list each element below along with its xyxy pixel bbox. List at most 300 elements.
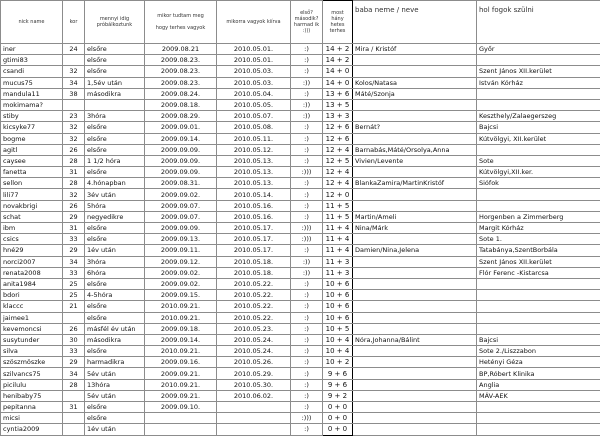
cell-elso[interactable]: :): [291, 301, 323, 312]
cell-hol[interactable]: Sote 2./Liszzabon: [477, 346, 600, 357]
cell-baba[interactable]: [353, 368, 477, 379]
cell-mennyi[interactable]: elsőre: [85, 278, 145, 289]
cell-elso[interactable]: :): [291, 133, 323, 144]
cell-elso[interactable]: :): [291, 144, 323, 155]
cell-nick[interactable]: stiby: [1, 111, 63, 122]
cell-hany[interactable]: 11 + 4: [323, 245, 353, 256]
cell-nick[interactable]: renata2008: [1, 267, 63, 278]
cell-mennyi[interactable]: elsőre: [85, 44, 145, 55]
cell-baba[interactable]: [353, 323, 477, 334]
cell-hol[interactable]: [477, 413, 600, 424]
cell-hany[interactable]: 12 + 5: [323, 155, 353, 166]
cell-elso[interactable]: :))): [291, 223, 323, 234]
cell-kor[interactable]: [63, 424, 85, 435]
cell-hol[interactable]: [477, 312, 600, 323]
cell-mennyi[interactable]: 1év után: [85, 245, 145, 256]
cell-hol[interactable]: Sote: [477, 155, 600, 166]
cell-kor[interactable]: 25: [63, 290, 85, 301]
cell-nick[interactable]: gtimi83: [1, 55, 63, 66]
cell-mikor[interactable]: 2009.08.31.: [145, 178, 217, 189]
cell-kor[interactable]: 33: [63, 234, 85, 245]
cell-kor[interactable]: [63, 413, 85, 424]
cell-nick[interactable]: klaccc: [1, 301, 63, 312]
cell-baba[interactable]: [353, 55, 477, 66]
cell-kiirva[interactable]: 2010.06.02.: [217, 390, 291, 401]
cell-hany[interactable]: 9 + 6: [323, 368, 353, 379]
cell-elso[interactable]: :))): [291, 413, 323, 424]
cell-hol[interactable]: [477, 278, 600, 289]
cell-mennyi[interactable]: negyedikre: [85, 211, 145, 222]
cell-kiirva[interactable]: 2010.05.23.: [217, 323, 291, 334]
cell-hany[interactable]: 13 + 6: [323, 88, 353, 99]
cell-hany[interactable]: 11 + 5: [323, 211, 353, 222]
cell-baba[interactable]: Bernát?: [353, 122, 477, 133]
cell-hol[interactable]: Kútvölgyi,XII.ker.: [477, 167, 600, 178]
cell-hol[interactable]: MÁV-AEK: [477, 390, 600, 401]
cell-elso[interactable]: :))): [291, 234, 323, 245]
cell-hany[interactable]: 10 + 6: [323, 290, 353, 301]
cell-mennyi[interactable]: elsőre: [85, 144, 145, 155]
cell-baba[interactable]: [353, 256, 477, 267]
cell-elso[interactable]: :): [291, 245, 323, 256]
cell-mikor[interactable]: [145, 424, 217, 435]
cell-mennyi[interactable]: 1 1/2 hóra: [85, 155, 145, 166]
cell-mikor[interactable]: 2009.09.11.: [145, 245, 217, 256]
cell-kiirva[interactable]: 2010.05.08.: [217, 122, 291, 133]
cell-mennyi[interactable]: elsőre: [85, 402, 145, 413]
cell-mikor[interactable]: 2009.09.21.: [145, 390, 217, 401]
cell-mennyi[interactable]: másodikra: [85, 88, 145, 99]
cell-hany[interactable]: 10 + 6: [323, 301, 353, 312]
cell-kor[interactable]: 26: [63, 323, 85, 334]
cell-hany[interactable]: 10 + 6: [323, 312, 353, 323]
cell-hol[interactable]: [477, 88, 600, 99]
cell-mennyi[interactable]: másodikra: [85, 334, 145, 345]
cell-mikor[interactable]: 2009.09.01.: [145, 122, 217, 133]
cell-elso[interactable]: :): [291, 290, 323, 301]
cell-hol[interactable]: [477, 402, 600, 413]
cell-kiirva[interactable]: 2010.05.22.: [217, 278, 291, 289]
cell-kiirva[interactable]: 2010.05.24.: [217, 346, 291, 357]
cell-kor[interactable]: 32: [63, 133, 85, 144]
cell-kiirva[interactable]: 2010.05.03.: [217, 66, 291, 77]
cell-kor[interactable]: 24: [63, 44, 85, 55]
cell-elso[interactable]: :): [291, 424, 323, 435]
cell-mennyi[interactable]: elsőre: [85, 55, 145, 66]
cell-hany[interactable]: 14 + 2: [323, 44, 353, 55]
cell-baba[interactable]: [353, 346, 477, 357]
cell-kor[interactable]: 28: [63, 178, 85, 189]
cell-hol[interactable]: [477, 55, 600, 66]
cell-baba[interactable]: Martin/Ameli: [353, 211, 477, 222]
cell-hany[interactable]: 12 + 4: [323, 144, 353, 155]
cell-baba[interactable]: [353, 379, 477, 390]
cell-hol[interactable]: Hetényi Géza: [477, 357, 600, 368]
cell-nick[interactable]: henibaby75: [1, 390, 63, 401]
cell-kiirva[interactable]: 2010.05.29.: [217, 368, 291, 379]
cell-hany[interactable]: 0 + 0: [323, 424, 353, 435]
cell-mennyi[interactable]: 1,5év után: [85, 77, 145, 88]
cell-kor[interactable]: 31: [63, 223, 85, 234]
cell-kiirva[interactable]: 2010.05.16.: [217, 211, 291, 222]
cell-elso[interactable]: :)): [291, 77, 323, 88]
cell-mikor[interactable]: 2009.08.29.: [145, 111, 217, 122]
cell-kor[interactable]: 23: [63, 111, 85, 122]
cell-kor[interactable]: 28: [63, 155, 85, 166]
cell-nick[interactable]: picilulu: [1, 379, 63, 390]
cell-nick[interactable]: csics: [1, 234, 63, 245]
cell-nick[interactable]: agitl: [1, 144, 63, 155]
cell-hol[interactable]: Anglia: [477, 379, 600, 390]
cell-kor[interactable]: [63, 312, 85, 323]
cell-kor[interactable]: 38: [63, 88, 85, 99]
cell-nick[interactable]: bdori: [1, 290, 63, 301]
cell-elso[interactable]: :): [291, 278, 323, 289]
cell-hany[interactable]: 10 + 2: [323, 357, 353, 368]
cell-hol[interactable]: [477, 99, 600, 110]
cell-kiirva[interactable]: 2010.05.03.: [217, 77, 291, 88]
cell-hany[interactable]: 10 + 4: [323, 346, 353, 357]
cell-nick[interactable]: kicsyke77: [1, 122, 63, 133]
cell-mennyi[interactable]: elsőre: [85, 346, 145, 357]
cell-nick[interactable]: csandi: [1, 66, 63, 77]
cell-baba[interactable]: [353, 234, 477, 245]
cell-kor[interactable]: [63, 55, 85, 66]
cell-baba[interactable]: Kolos/Natasa: [353, 77, 477, 88]
cell-mikor[interactable]: 2009.08.23.: [145, 66, 217, 77]
cell-kor[interactable]: 26: [63, 200, 85, 211]
cell-hol[interactable]: Keszthely/Zalaegerszeg: [477, 111, 600, 122]
cell-hany[interactable]: 0 + 0: [323, 413, 353, 424]
cell-baba[interactable]: [353, 312, 477, 323]
cell-nick[interactable]: szilvancs75: [1, 368, 63, 379]
cell-kiirva[interactable]: 2010.05.13.: [217, 155, 291, 166]
cell-elso[interactable]: :)): [291, 111, 323, 122]
cell-kiirva[interactable]: 2010.05.04.: [217, 88, 291, 99]
cell-baba[interactable]: Barnabás,Máté/Orsolya,Anna: [353, 144, 477, 155]
cell-hany[interactable]: 11 + 3: [323, 256, 353, 267]
cell-nick[interactable]: mokimama?: [1, 99, 63, 110]
cell-nick[interactable]: jaimee1: [1, 312, 63, 323]
cell-elso[interactable]: :)): [291, 267, 323, 278]
cell-mennyi[interactable]: 3hóra: [85, 256, 145, 267]
cell-kiirva[interactable]: 2010.05.01.: [217, 44, 291, 55]
cell-hol[interactable]: [477, 323, 600, 334]
cell-kiirva[interactable]: 2010.05.22.: [217, 290, 291, 301]
cell-mikor[interactable]: 2009.09.07.: [145, 200, 217, 211]
cell-hany[interactable]: 13 + 5: [323, 99, 353, 110]
cell-kor[interactable]: 32: [63, 66, 85, 77]
cell-nick[interactable]: anita1984: [1, 278, 63, 289]
cell-nick[interactable]: szöszmöszke: [1, 357, 63, 368]
cell-elso[interactable]: :): [291, 323, 323, 334]
cell-nick[interactable]: hné29: [1, 245, 63, 256]
cell-kiirva[interactable]: 2010.05.26.: [217, 357, 291, 368]
cell-hany[interactable]: 14 + 2: [323, 55, 353, 66]
cell-kiirva[interactable]: 2010.05.16.: [217, 200, 291, 211]
cell-hany[interactable]: 11 + 4: [323, 223, 353, 234]
cell-elso[interactable]: :): [291, 66, 323, 77]
cell-nick[interactable]: caysee: [1, 155, 63, 166]
cell-nick[interactable]: novakbrigi: [1, 200, 63, 211]
cell-hol[interactable]: Margit Kórház: [477, 223, 600, 234]
cell-mikor[interactable]: 2009.08.23.: [145, 77, 217, 88]
cell-kor[interactable]: 33: [63, 346, 85, 357]
cell-kiirva[interactable]: 2010.05.07.: [217, 111, 291, 122]
cell-hany[interactable]: 9 + 2: [323, 390, 353, 401]
cell-mennyi[interactable]: elsőre: [85, 167, 145, 178]
cell-elso[interactable]: :): [291, 379, 323, 390]
cell-mennyi[interactable]: 3hóra: [85, 111, 145, 122]
cell-nick[interactable]: micsi: [1, 413, 63, 424]
cell-mikor[interactable]: 2009.08.24.: [145, 88, 217, 99]
cell-kiirva[interactable]: 2010.05.05.: [217, 99, 291, 110]
cell-mikor[interactable]: 2010.09.21.: [145, 379, 217, 390]
cell-hany[interactable]: 12 + 4: [323, 167, 353, 178]
cell-hol[interactable]: István Kórház: [477, 77, 600, 88]
cell-elso[interactable]: :): [291, 155, 323, 166]
cell-kor[interactable]: 32: [63, 189, 85, 200]
cell-mennyi[interactable]: elsőre: [85, 133, 145, 144]
cell-mikor[interactable]: 2009.09.02.: [145, 278, 217, 289]
cell-baba[interactable]: [353, 290, 477, 301]
cell-mikor[interactable]: 2010.09.21.: [145, 346, 217, 357]
cell-hol[interactable]: [477, 301, 600, 312]
cell-nick[interactable]: pepitanna: [1, 402, 63, 413]
cell-kiirva[interactable]: 2010.05.11.: [217, 133, 291, 144]
cell-baba[interactable]: Nina/Márk: [353, 223, 477, 234]
cell-mennyi[interactable]: elsőre: [85, 301, 145, 312]
cell-baba[interactable]: Máté/Szonja: [353, 88, 477, 99]
cell-mennyi[interactable]: 5hóra: [85, 200, 145, 211]
cell-nick[interactable]: mucus75: [1, 77, 63, 88]
cell-hol[interactable]: [477, 189, 600, 200]
cell-kor[interactable]: 34: [63, 368, 85, 379]
cell-mikor[interactable]: 2009.08.21: [145, 44, 217, 55]
cell-kiirva[interactable]: 2010.05.30.: [217, 379, 291, 390]
cell-mikor[interactable]: 2009.09.14.: [145, 133, 217, 144]
cell-hany[interactable]: 10 + 5: [323, 323, 353, 334]
cell-baba[interactable]: [353, 413, 477, 424]
cell-mennyi[interactable]: 3év után: [85, 189, 145, 200]
cell-hany[interactable]: 10 + 6: [323, 278, 353, 289]
cell-hany[interactable]: 12 + 4: [323, 178, 353, 189]
cell-baba[interactable]: Mira / Kristóf: [353, 44, 477, 55]
cell-kor[interactable]: 21: [63, 301, 85, 312]
cell-mikor[interactable]: 2009.09.10.: [145, 402, 217, 413]
cell-mikor[interactable]: 2009.09.02.: [145, 189, 217, 200]
cell-kor[interactable]: 34: [63, 256, 85, 267]
cell-kiirva[interactable]: 2010.05.13.: [217, 178, 291, 189]
cell-mennyi[interactable]: elsőre: [85, 312, 145, 323]
cell-baba[interactable]: [353, 390, 477, 401]
cell-nick[interactable]: kevemoncsi: [1, 323, 63, 334]
cell-mennyi[interactable]: elsőre: [85, 413, 145, 424]
cell-hol[interactable]: Horgenben a Zimmerberg: [477, 211, 600, 222]
cell-elso[interactable]: :): [291, 189, 323, 200]
cell-kor[interactable]: 30: [63, 334, 85, 345]
cell-hany[interactable]: 12 + 0: [323, 189, 353, 200]
cell-elso[interactable]: :): [291, 200, 323, 211]
cell-elso[interactable]: :): [291, 368, 323, 379]
cell-kiirva[interactable]: [217, 402, 291, 413]
cell-hol[interactable]: Bajcsi: [477, 334, 600, 345]
cell-nick[interactable]: lili77: [1, 189, 63, 200]
cell-elso[interactable]: :): [291, 88, 323, 99]
cell-mikor[interactable]: 2009.09.07.: [145, 211, 217, 222]
cell-mennyi[interactable]: elsőre: [85, 234, 145, 245]
cell-mennyi[interactable]: elsőre: [85, 66, 145, 77]
cell-hany[interactable]: 11 + 5: [323, 200, 353, 211]
cell-baba[interactable]: [353, 200, 477, 211]
cell-elso[interactable]: :): [291, 346, 323, 357]
cell-nick[interactable]: iner: [1, 44, 63, 55]
cell-elso[interactable]: :): [291, 312, 323, 323]
cell-kor[interactable]: 34: [63, 77, 85, 88]
cell-kor[interactable]: 33: [63, 267, 85, 278]
cell-mikor[interactable]: 2009.09.13.: [145, 234, 217, 245]
cell-elso[interactable]: :): [291, 334, 323, 345]
cell-hany[interactable]: 13 + 3: [323, 111, 353, 122]
cell-kiirva[interactable]: 2010.05.24.: [217, 334, 291, 345]
cell-mikor[interactable]: [145, 413, 217, 424]
cell-mennyi[interactable]: 5év után: [85, 368, 145, 379]
cell-kiirva[interactable]: 2010.05.12.: [217, 144, 291, 155]
cell-elso[interactable]: :): [291, 211, 323, 222]
cell-kor[interactable]: 28: [63, 379, 85, 390]
cell-hol[interactable]: [477, 424, 600, 435]
cell-kor[interactable]: 25: [63, 278, 85, 289]
cell-kiirva[interactable]: [217, 413, 291, 424]
cell-nick[interactable]: susytunder: [1, 334, 63, 345]
cell-baba[interactable]: [353, 357, 477, 368]
cell-elso[interactable]: :)): [291, 256, 323, 267]
cell-hany[interactable]: 9 + 6: [323, 379, 353, 390]
cell-kor[interactable]: [63, 99, 85, 110]
cell-kor[interactable]: 29: [63, 357, 85, 368]
cell-baba[interactable]: [353, 133, 477, 144]
cell-elso[interactable]: :): [291, 122, 323, 133]
cell-mennyi[interactable]: 4-5hóra: [85, 290, 145, 301]
cell-hol[interactable]: Sote 1.: [477, 234, 600, 245]
cell-mikor[interactable]: 2009.09.09.: [145, 144, 217, 155]
cell-baba[interactable]: Nóra,Johanna/Bálint: [353, 334, 477, 345]
cell-hol[interactable]: Győr: [477, 44, 600, 55]
cell-nick[interactable]: ibm: [1, 223, 63, 234]
cell-baba[interactable]: [353, 402, 477, 413]
cell-mikor[interactable]: 2010.09.21.: [145, 301, 217, 312]
cell-kiirva[interactable]: 2010.05.13.: [217, 167, 291, 178]
cell-nick[interactable]: norci2007: [1, 256, 63, 267]
cell-hol[interactable]: [477, 290, 600, 301]
cell-baba[interactable]: [353, 278, 477, 289]
cell-elso[interactable]: :): [291, 178, 323, 189]
cell-baba[interactable]: [353, 99, 477, 110]
cell-hany[interactable]: 11 + 4: [323, 234, 353, 245]
cell-hol[interactable]: [477, 144, 600, 155]
cell-mikor[interactable]: 2010.09.21.: [145, 312, 217, 323]
cell-kiirva[interactable]: 2010.05.17.: [217, 223, 291, 234]
cell-kiirva[interactable]: 2010.05.01.: [217, 55, 291, 66]
cell-mennyi[interactable]: 4.hónapban: [85, 178, 145, 189]
cell-kiirva[interactable]: 2010.05.22.: [217, 301, 291, 312]
cell-hany[interactable]: 14 + 0: [323, 77, 353, 88]
cell-mennyi[interactable]: elsőre: [85, 223, 145, 234]
cell-nick[interactable]: cyntia2009: [1, 424, 63, 435]
cell-elso[interactable]: :): [291, 390, 323, 401]
cell-kor[interactable]: 31: [63, 167, 85, 178]
cell-mikor[interactable]: 2009.09.12.: [145, 256, 217, 267]
cell-hol[interactable]: Bajcsi: [477, 122, 600, 133]
cell-mennyi[interactable]: 6hóra: [85, 267, 145, 278]
cell-nick[interactable]: schat: [1, 211, 63, 222]
cell-mennyi[interactable]: másfél év után: [85, 323, 145, 334]
cell-hol[interactable]: Tatabánya,SzentBorbála: [477, 245, 600, 256]
cell-elso[interactable]: :)): [291, 99, 323, 110]
cell-hol[interactable]: [477, 200, 600, 211]
cell-mennyi[interactable]: 13hóra: [85, 379, 145, 390]
cell-mikor[interactable]: 2009.09.15.: [145, 290, 217, 301]
cell-baba[interactable]: [353, 189, 477, 200]
cell-kor[interactable]: 26: [63, 144, 85, 155]
cell-hany[interactable]: 12 + 6: [323, 133, 353, 144]
cell-kor[interactable]: [63, 390, 85, 401]
cell-kor[interactable]: 29: [63, 211, 85, 222]
cell-kiirva[interactable]: 2010.05.18.: [217, 256, 291, 267]
cell-mikor[interactable]: 2009.09.21.: [145, 368, 217, 379]
cell-kiirva[interactable]: 2010.05.14.: [217, 189, 291, 200]
cell-hol[interactable]: Flór Ferenc -Kistarcsa: [477, 267, 600, 278]
cell-nick[interactable]: sellon: [1, 178, 63, 189]
cell-kor[interactable]: 32: [63, 122, 85, 133]
cell-hany[interactable]: 0 + 0: [323, 402, 353, 413]
cell-baba[interactable]: Damien/Nina,Jelena: [353, 245, 477, 256]
cell-kiirva[interactable]: 2010.05.17.: [217, 245, 291, 256]
cell-hany[interactable]: 10 + 4: [323, 334, 353, 345]
cell-mikor[interactable]: 2009.08.23.: [145, 55, 217, 66]
cell-kiirva[interactable]: 2010.05.17.: [217, 234, 291, 245]
cell-hol[interactable]: Szent János XII.kerület: [477, 66, 600, 77]
cell-baba[interactable]: [353, 424, 477, 435]
cell-mikor[interactable]: 2009.09.02.: [145, 267, 217, 278]
cell-mikor[interactable]: 2009.09.09.: [145, 167, 217, 178]
cell-hany[interactable]: 12 + 6: [323, 122, 353, 133]
cell-baba[interactable]: [353, 111, 477, 122]
cell-baba[interactable]: [353, 267, 477, 278]
cell-mikor[interactable]: 2009.09.16.: [145, 357, 217, 368]
cell-mikor[interactable]: 2009.09.14.: [145, 334, 217, 345]
cell-elso[interactable]: :): [291, 357, 323, 368]
cell-elso[interactable]: :): [291, 44, 323, 55]
cell-baba[interactable]: [353, 167, 477, 178]
cell-nick[interactable]: silva: [1, 346, 63, 357]
cell-hany[interactable]: 14 + 0: [323, 66, 353, 77]
cell-hol[interactable]: BP,Róbert Klinika: [477, 368, 600, 379]
cell-mikor[interactable]: 2009.09.09.: [145, 155, 217, 166]
cell-nick[interactable]: bogme: [1, 133, 63, 144]
cell-kor[interactable]: 29: [63, 245, 85, 256]
cell-hol[interactable]: Siófok: [477, 178, 600, 189]
cell-baba[interactable]: [353, 301, 477, 312]
cell-baba[interactable]: [353, 66, 477, 77]
cell-mikor[interactable]: 2009.08.18.: [145, 99, 217, 110]
cell-hol[interactable]: Szent János XII.kerület: [477, 256, 600, 267]
cell-elso[interactable]: :): [291, 55, 323, 66]
cell-kiirva[interactable]: [217, 424, 291, 435]
cell-mikor[interactable]: 2009.09.18.: [145, 323, 217, 334]
cell-mennyi[interactable]: harmadikra: [85, 357, 145, 368]
cell-baba[interactable]: BlankaZamira/MartinKristóf: [353, 178, 477, 189]
